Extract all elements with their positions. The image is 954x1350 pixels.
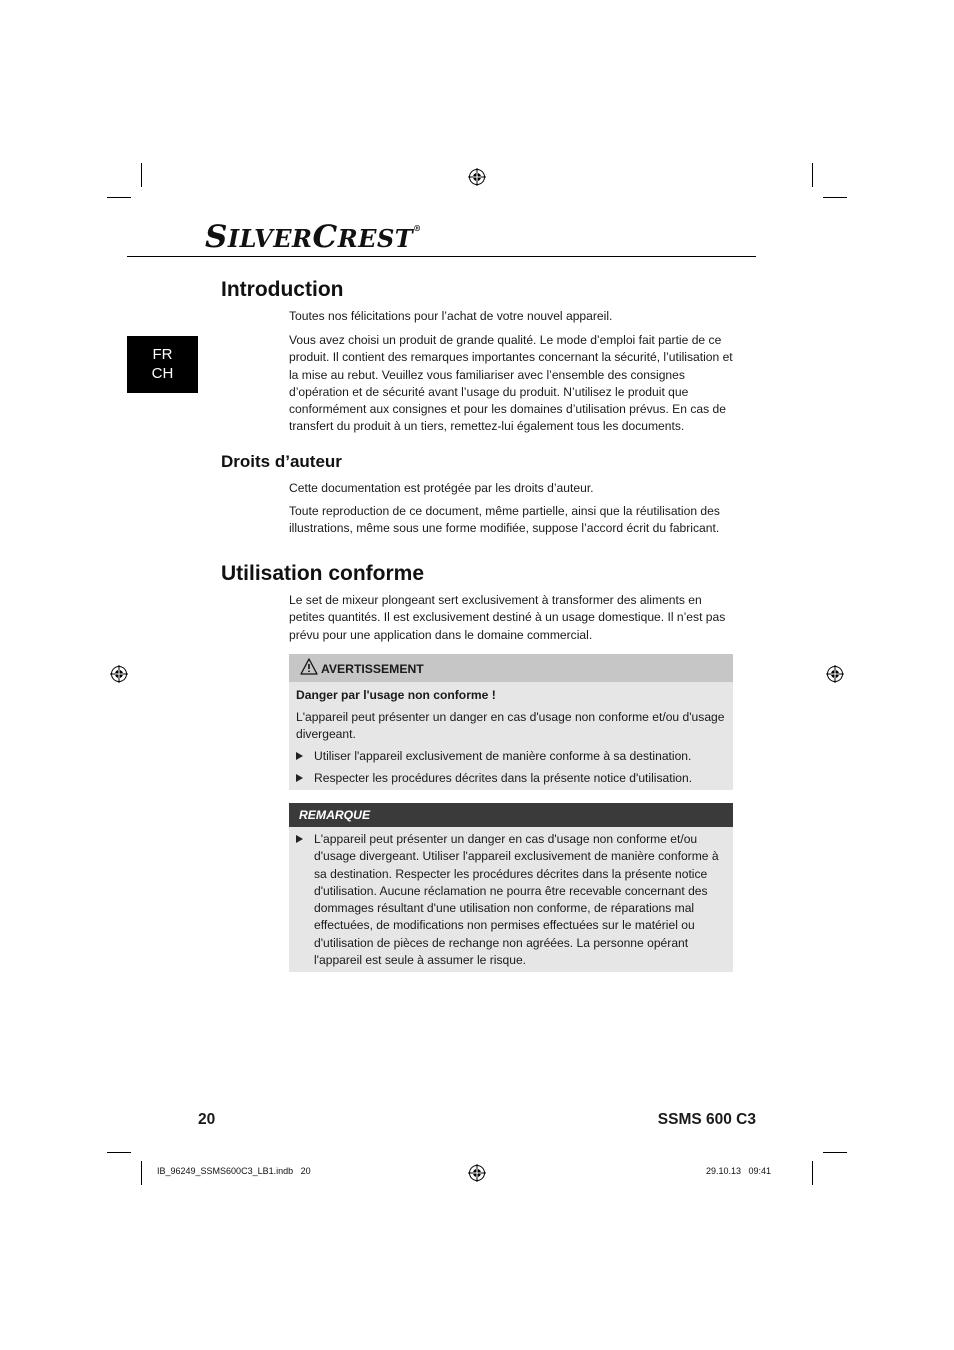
copyright-paragraph-2: Toute reproduction de ce document, même partielle, ainsi que la réutilisation des illustrations, même sous une forme modifiée, suppose l’accord écrit du fabricant. (289, 504, 720, 536)
brand-logo: SILVERCREST® (205, 219, 422, 255)
model-number: SSMS 600 C3 (657, 1111, 756, 1128)
bullet-arrow-icon (296, 835, 303, 843)
warning-header (289, 654, 733, 682)
language-tab (127, 336, 198, 393)
print-slug-date: 29.10.13 09:41 (706, 1166, 772, 1176)
bullet-arrow-icon (296, 752, 303, 760)
copyright-paragraph-1: Cette documentation est protégée par les droits d’auteur. (289, 481, 594, 495)
warning-subtitle: Danger par l'usage non conforme ! (296, 688, 496, 702)
crop-mark (812, 163, 813, 187)
copyright-heading: Droits d’auteur (221, 452, 342, 471)
introduction-heading: Introduction (221, 278, 344, 301)
bullet-arrow-icon (296, 774, 303, 782)
warning-text: L'appareil peut présenter un danger en cas d'usage non conforme et/ou d'usage divergeant. (296, 710, 725, 742)
crop-mark (107, 197, 131, 198)
intended-use-paragraph: Le set de mixeur plongeant sert exclusivement à transformer des aliments en petites quantités. Il est exclusivement destiné à un usage domestique. Il n’est pas prévu pour une application dans le domaine commercial. (289, 593, 726, 642)
language-code-fr: FR (152, 346, 173, 363)
note-label: REMARQUE (299, 808, 371, 822)
note-header (289, 803, 733, 827)
introduction-paragraph-2: Vous avez choisi un produit de grande qualité. Le mode d’emploi fait partie de ce produit. Il contient des remarques importantes concernant la sécurité, l’utilisation et la mise au rebut. Veuillez vous familiariser avec l’ensemble des consignes d’opération et de sécurité avant l’usage du produit. N’utilisez le produit que conformément aux consignes et pour les domaines d’utilisation prévus. En cas de transfert du produit à un tiers, remettez-lui également tous les documents. (289, 333, 733, 434)
language-code-ch: CH (151, 365, 174, 382)
header-rule (127, 256, 756, 257)
registration-mark-icon (826, 665, 844, 683)
intended-use-heading: Utilisation conforme (221, 562, 425, 585)
registration-mark-icon (110, 665, 128, 683)
crop-mark (141, 1161, 142, 1185)
print-slug-file: IB_96249_SSMS600C3_LB1.indb 20 (157, 1166, 311, 1176)
crop-mark (823, 1152, 847, 1153)
registration-mark-icon (468, 168, 486, 186)
warning-label: AVERTISSEMENT (321, 662, 424, 676)
crop-mark (823, 197, 847, 198)
page-number: 20 (198, 1111, 216, 1128)
crop-mark (812, 1161, 813, 1185)
warning-triangle-icon (300, 658, 318, 675)
registration-mark-icon (468, 1164, 486, 1182)
crop-mark (107, 1152, 131, 1153)
introduction-paragraph-1: Toutes nos félicitations pour l’achat de votre nouvel appareil. (289, 309, 613, 323)
crop-mark (141, 163, 142, 187)
